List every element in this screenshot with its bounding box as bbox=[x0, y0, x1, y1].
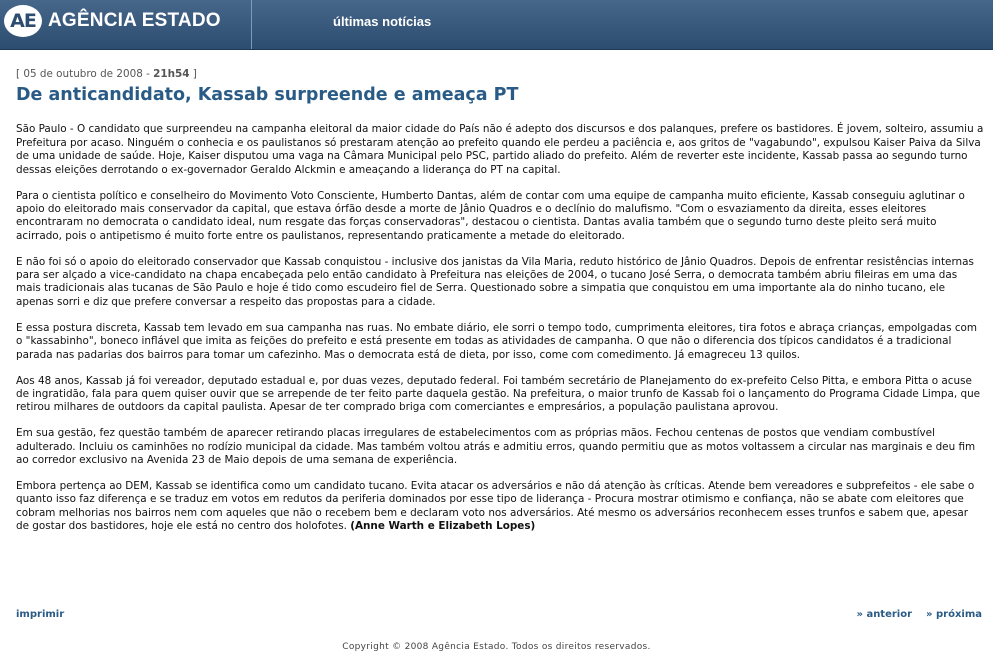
footer-links bbox=[16, 609, 984, 623]
article-time: 21h54 bbox=[153, 68, 190, 80]
paragraph: Para o cientista político e conselheiro do Movimento Voto Consciente, Humberto Dantas, além de contar com uma equipe de campanha muito eficiente, Kassab conseguiu aglutinar o apoio do eleitorado mais conservador da capital, que estava órfão desde a morte de Jânio Quadros e o declínio do malufismo. "Com o esvaziamento da direita, esses eleitores encontraram no democrata o candidato ideal, num resgate das forças conservadoras", destacou o cientista. Dantas avalia também que o segundo turno deste pleito será muito acirrado, pois o antipetismo é muito forte entre os paulistanos, representando praticamente a metade do eleitorado. bbox=[16, 189, 965, 242]
site-header bbox=[0, 0, 993, 50]
last-paragraph-text: Embora pertença ao DEM, Kassab se identifica como um candidato tucano. Evita atacar os adversários e não dá atenção às críticas. Atende bem vereadores e subprefeitos - ele sabe o quanto isso faz diferença e se traduz em votos em redutos da periferia dominados por esse tipo de liderança - Procura mostrar otimismo e confiança, não se abate com eleitores que cobram melhorias nos bairros nem com aqueles que não o recebem bem e declaram voto nos adversários. Até mesmo os adversários reconhecem esses trunfos e sabem que, apesar de gostar dos bastidores, hoje ele está no centro dos holofotes. bbox=[16, 479, 975, 533]
previous-link[interactable]: » anterior bbox=[856, 609, 913, 620]
paragraph: E não foi só o apoio do eleitorado conservador que Kassab conquistou - inclusive dos janistas da Vila Maria, reduto histórico de Jânio Quadros. Depois de enfrentar resistências internas para ser alçado a vice-candidato na chapa encabeçada pelo então candidato à Prefeitura nas eleições de 2004, o tucano José Serra, o democrata também abriu fileiras em uma das mais tradicionais alas tucanas de São Paulo e hoje é tido como escudeiro fiel de Serra. Questionado sobre a simpatia que conquistou em uma importante ala do ninho tucano, ele apenas sorri e diz que prefere conversar a respeito das propostas para a cidade. bbox=[16, 255, 974, 308]
dateline: [ 05 de outubro de 2008 - 21h54 ] bbox=[16, 68, 197, 80]
print-link[interactable]: imprimir bbox=[16, 609, 65, 620]
next-link[interactable]: » próxima bbox=[926, 609, 982, 620]
byline: (Anne Warth e Elizabeth Lopes) bbox=[350, 520, 536, 533]
paragraph: E essa postura discreta, Kassab tem levado em sua campanha nas ruas. No embate diário, ele sorri o tempo todo, cumprimenta eleitores, tira fotos e abraça crianças, empolgadas com o "kassabinho", boneco inflável que imita as feições do prefeito e está presente em todas as atividades de campanha. O que não o diferencia dos típicos candidatos é a tradicional parada nas padarias dos bairros para tomar um cafezinho. Mas o democrata está de dieta, por isso, come com comedimento. Já emagreceu 13 quilos. bbox=[16, 321, 978, 361]
article-date: 05 de outubro de 2008 bbox=[23, 68, 143, 80]
header-divider bbox=[251, 0, 252, 49]
logo-text[interactable]: AGÊNCIA ESTADO bbox=[48, 10, 221, 31]
paragraph: Em sua gestão, fez questão também de aparecer retirando placas irregulares de estabelecimentos com as próprias mãos. Fechou centenas de postos que vendiam combustível adulterado. Incluiu os caminhões no rodízio municipal da cidade. Mas também voltou atrás e admitiu erros, quando permitiu que as motos voltassem a circular nas marginais e deu fim ao corredor exclusivo na Avenida 23 de Maio depois de uma semana de experiência. bbox=[16, 427, 976, 467]
copyright-notice: Copyright © 2008 Agência Estado. Todos os direitos reservados. bbox=[342, 642, 651, 652]
paragraph: São Paulo - O candidato que surpreendeu na campanha eleitoral da maior cidade do País não é adepto dos discursos e dos palanques, prefere os bastidores. É jovem, solteiro, assumiu a Prefeitura por acaso. Ninguém o conhecia e os paulistanos só prestaram atenção ao prefeito quando ele perdeu a paciência e, aos gritos de "vagabundo", expulsou Kaiser Paiva da Silva de uma unidade de saúde. Hoje, Kaiser disputou uma vaga na Câmara Municipal pelo PSC, partido aliado do prefeito. Além de reverter este incidente, Kassab passa ao segundo turno dessas eleições derrotando o ex-governador Geraldo Alckmin e ameaçando a liderança do PT na capital. bbox=[16, 123, 984, 176]
nav-latest-news-link[interactable]: últimas notícias bbox=[333, 14, 432, 29]
article-container bbox=[16, 68, 984, 546]
article-body bbox=[16, 123, 984, 533]
paragraph-last bbox=[16, 480, 984, 534]
logo-badge[interactable]: AE bbox=[4, 5, 42, 37]
article-pagination bbox=[843, 609, 983, 620]
paragraph: Aos 48 anos, Kassab já foi vereador, deputado estadual e, por duas vezes, deputado federal. Foi também secretário de Planejamento do ex-prefeito Celso Pitta, e embora Pitta o acuse de ingratidão, fala para quem quiser ouvir que se arrepende de ter feito parte daquela gestão. Na prefeitura, o maior trunfo de Kassab foi o lançamento do Programa Cidade Limpa, que retirou milhares de outdoors da capital paulista. Apesar de ter comprado briga com comerciantes e empresários, a população paulistana aprovou. bbox=[16, 374, 981, 414]
article-title: De anticandidato, Kassab surpreende e ameaça PT bbox=[16, 85, 519, 106]
